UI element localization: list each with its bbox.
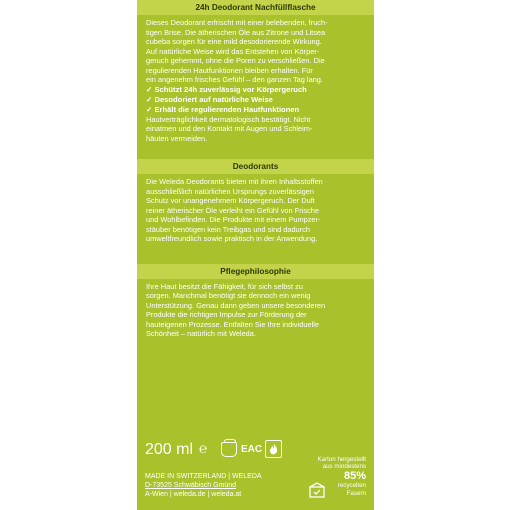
period-after-opening-icon <box>221 442 237 457</box>
text-line: Ihre Haut besitzt die Fähigkeit, für sich selbst zu <box>146 281 303 291</box>
maker-address: D-73525 Schwäbisch Gmünd <box>145 481 237 489</box>
text-line: umweltfreundlich sowie praktisch in der Anwendung. <box>146 234 318 243</box>
recycled-box-icon <box>308 481 326 499</box>
text-line: Schutz vor unangenehmem Körpergeruch. Der Duft <box>146 196 315 205</box>
safety-note <box>137 115 374 144</box>
benefit-item: ✓ Desodoriert auf natürliche Weise <box>146 94 273 104</box>
text-line: Dieses Deodorant erfrischt mit einer belebenden, fruch- <box>146 18 328 27</box>
text-line: Produkte die richtigen Impulse zur Förderung der <box>146 310 307 319</box>
refill-description <box>137 15 374 85</box>
text-line: reiner ätherischer Öle verleiht ein Gefühl von Frische <box>146 205 319 215</box>
label-footer <box>137 435 374 510</box>
text-line: ausschließlich natürlichen Ursprungs zuverlässigen <box>146 186 315 196</box>
text-line: ein angenehm frisches Gefühl – den ganzen Tag lang. <box>146 75 323 84</box>
maker-websites: A-Wien | weleda.de | weleda.at <box>145 490 242 498</box>
text-line: sorgen. Manchmal benötigt sie dennoch ein wenig <box>146 291 311 300</box>
eac-certification-mark: EAC <box>241 444 263 455</box>
text-line: hauteigenen Prozesse. Entfalten Sie Ihre individuelle <box>146 319 319 329</box>
carton-text: Fasern <box>346 489 366 497</box>
manufacturer-info <box>145 473 262 499</box>
carton-text: aus mindestens <box>322 463 366 471</box>
flammable-warning-icon <box>265 440 282 458</box>
benefit-checklist <box>137 85 374 115</box>
text-line: cubeba sorgen für eine mild desodorierende Wirkung. <box>146 37 322 46</box>
text-line: Die Weleda Deodorants bieten mit ihren Inhaltsstoffen <box>146 177 323 186</box>
text-line: tigen Brise. Die ätherischen Öle aus Zitrone und Litsea <box>146 27 326 37</box>
recycled-carton-info <box>296 456 366 497</box>
carton-text: recycelten <box>337 482 366 490</box>
section-heading-philosophy: Pflegephilosophie <box>137 264 374 279</box>
text-line: stäuber benötigen kein Treibgas und sind dadurch <box>146 224 310 234</box>
section-heading-deodorants: Deodorants <box>137 159 374 174</box>
text-line: Unterstützung. Genau dann geben unsere besonderen <box>146 300 326 310</box>
maker-line: MADE IN SWITZERLAND | WELEDA <box>145 473 262 480</box>
carton-text: Karton hergestellt <box>317 456 366 463</box>
text-line: Schönheit – natürlich mit Weleda. <box>146 329 256 338</box>
benefit-item: ✓ Erhält die regulierenden Hautfunktionen <box>146 104 300 114</box>
text-line: häuten vermeiden. <box>146 133 208 143</box>
text-line: und Wohlbefinden. Die Produkte mit einem Pumpzer- <box>146 215 321 224</box>
text-line: regulierenden Hautfunktionen bleiben erhalten. Für <box>146 65 313 75</box>
volume-label: 200 ml <box>145 441 194 458</box>
estimated-sign-icon: ℮ <box>199 440 208 456</box>
philosophy-description <box>137 279 374 339</box>
deodorants-description <box>137 174 374 244</box>
product-label-panel <box>137 0 374 510</box>
text-line: Auf natürliche Weise wird das Entstehen von Körper- <box>146 46 320 56</box>
text-line: einatmen und den Kontakt mit Augen und Schleim- <box>146 124 313 133</box>
benefit-item: ✓ Schützt 24h zuverlässig vor Körpergeruch <box>146 84 307 94</box>
text-line: Hautverträglichkeit dermatologisch bestätigt. Nicht <box>146 114 311 124</box>
section-heading-refill: 24h Deodorant Nachfüllflasche <box>137 0 374 15</box>
text-line: geruch gehemmt, ohne die Poren zu verschließen. Die <box>146 56 325 65</box>
recycled-percentage: 85% <box>343 470 366 483</box>
